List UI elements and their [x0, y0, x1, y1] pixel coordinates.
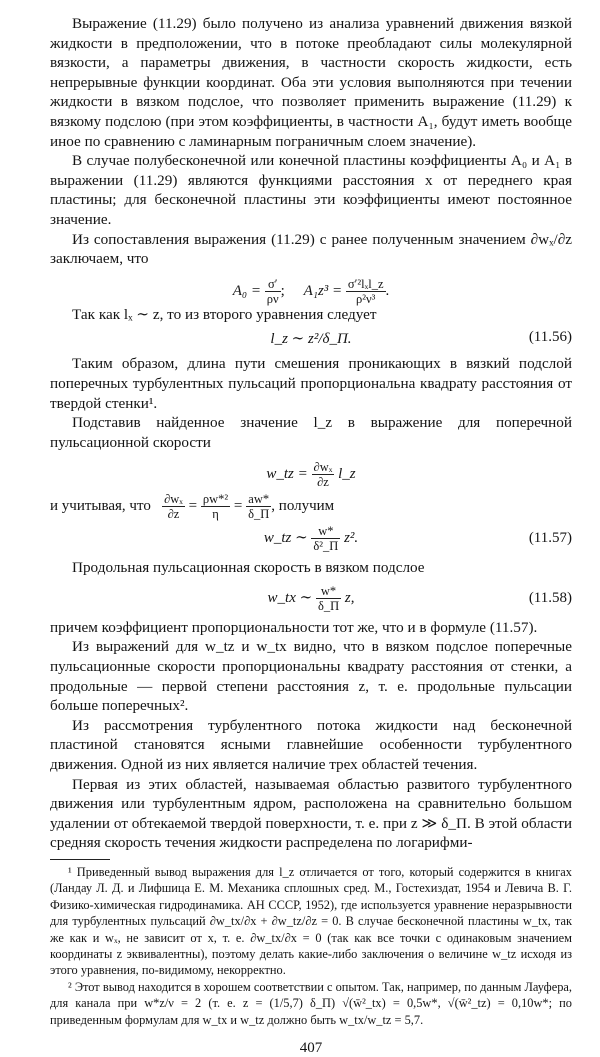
equation-number-11-58: (11.58): [528, 589, 572, 606]
paragraph-5: Таким образом, длина пути смешения проникающих в вязкий подслой поперечных турбулентных пульсаций пропорциональна квадрату расстояния от твердой стенки¹.: [50, 355, 572, 412]
eq1-a0-label: A₀ =: [232, 282, 261, 299]
eq1-a0-fraction: $\frac{\sigma'}{\rho\nu}$: [266, 276, 279, 306]
paragraph-6: Подставив найденное значение l_z в выражение для поперечной пульсационной скорости: [50, 414, 572, 451]
equation-a0-a1: A₀ = $\frac{\sigma'}{\rho\nu}$ ; A₁z³ = $\frac{\text{σ′²lₓl\_z}}{\text{ρ²ν³}}$ .: [232, 276, 390, 306]
page-number: 407: [299, 1040, 323, 1057]
paragraph-2: В случае полубесконечной или конечной пластины коэффициенты A₀ и A₁ в выражении (11.29) являются функциями расстояния x от переднего края пластины; для бесконечной пластины эти коэффициенты имеют постоянное значение.: [50, 152, 572, 228]
paragraph-4: Так как lₓ ∼ z, то из второго уравнения следует: [72, 305, 377, 323]
equation-wtz: w_tz = $\frac{\text{∂wₓ}}{\partial z}$ l_z: [266, 460, 356, 490]
page: [50, 14, 572, 1057]
equation-substitution: и учитывая, что $\frac{\text{∂wₓ}}{\partial z}$ = $\frac{\text{ρw*²}}{\eta}$ = $\frac{aw*}{\delta\_П}$ , получим: [50, 492, 335, 522]
paragraph-7: Продольная пульсационная скорость в вязком подслое: [72, 559, 425, 577]
paragraph-9: Из выражений для w_tz и w_tx видно, что в вязком подслое поперечные пульсационные скорости пропорциональны квадрату расстояния от стенки, а продольные — первой степени расстояния z, т. е. продольные пульсации больше поперечных².: [50, 638, 572, 715]
equation-number-11-57: (11.57): [528, 530, 572, 547]
equation-number-11-56: (11.56): [528, 329, 572, 346]
equation-11-57: w_tz ∼ $\frac{w*}{\text{δ²\_П}}$ z². (11.57): [263, 524, 572, 554]
paragraph-11: Первая из этих областей, называемая областью развитого турбулентного движения или турбулентным ядром, расположена на сравнительно большом удалении от обтекаемой твердой поверхности, т. е. при z ≫ δ_П. В этой области средняя скорость течения жидкости распределена по логарифми-: [50, 775, 572, 852]
equation-11-58: w_tx ∼ $\frac{w*}{\delta\_П}$ z, (11.58): [267, 583, 572, 613]
footnote-1: ¹ Приведенный вывод выражения для l_z отличается от того, который содержится в книгах (Ландау Л. Д. и Лифшица Е. М. Механика сплошных сред. М., Гостехиздат, 1954 и Левича В. Г. Физико-химическая гидродинамика. АН СССР, 1952), где используется уравнение неразрывности для турбулентных пульсаций ∂w_tx/∂x + ∂w_tz/∂z = 0. В случае бесконечной пластины w_tx, так же как и wₓ, не зависит от x, т. е. ∂w_tx/∂x = 0 (так как все точки с одинаковым значением координаты z эквивалентны), поэтому делать какие-либо заключения о величине w_tz исходя из этого уравнения, по-видимому, некорректно.: [50, 865, 572, 978]
eq1-a1-label: A₁z³ =: [303, 282, 343, 299]
eq1-a1-fraction: $\frac{\text{σ′²lₓl\_z}}{\text{ρ²ν³}}$: [347, 276, 384, 306]
paragraph-3: Из сопоставления выражения (11.29) с ранее полученным значением ∂wₓ/∂z заключаем, что: [50, 230, 572, 268]
footnote-2: ² Этот вывод находится в хорошем соответствии с опытом. Так, например, по данным Лауфера, для канала при w*z/ν = 2 (т. е. z = (1/5,7) δ_П) √(w̄²_tx) = 0,5w*, √(w̄²_tz) = 0,10w*; по приведенным формулам для w_tx и w_tz должно быть w_tx/w_tz = 5,7.: [50, 979, 572, 1027]
paragraph-1: Выражение (11.29) было получено из анализа уравнений движения вязкой жидкости в предположении, что в потоке преобладают силы молекулярной вязкости, а параметры движения, в частности скорость жидкости, есть непрерывные функции координат. Оба эти условия выполняются при течении жидкости в вязком подслое, что позволяет применить выражение (11.29) к вязкому подслою (при этом коэффициенты, в частности A₁, будут иметь вообще иное по сравнению с ламинарным пограничным слоем значение).: [50, 15, 572, 150]
paragraph-8: причем коэффициент пропорциональности тот же, что и в формуле (11.57).: [50, 618, 538, 636]
paragraph-10: Из рассмотрения турбулентного потока жидкости над бесконечной пластиной становятся ясными главнейшие особенности турбулентного движения. Одной из них является наличие трех областей течения.: [50, 716, 572, 774]
equation-11-56: l_z ∼ z²/δ_П. (11.56): [270, 329, 572, 348]
footnote-divider: [50, 859, 110, 860]
